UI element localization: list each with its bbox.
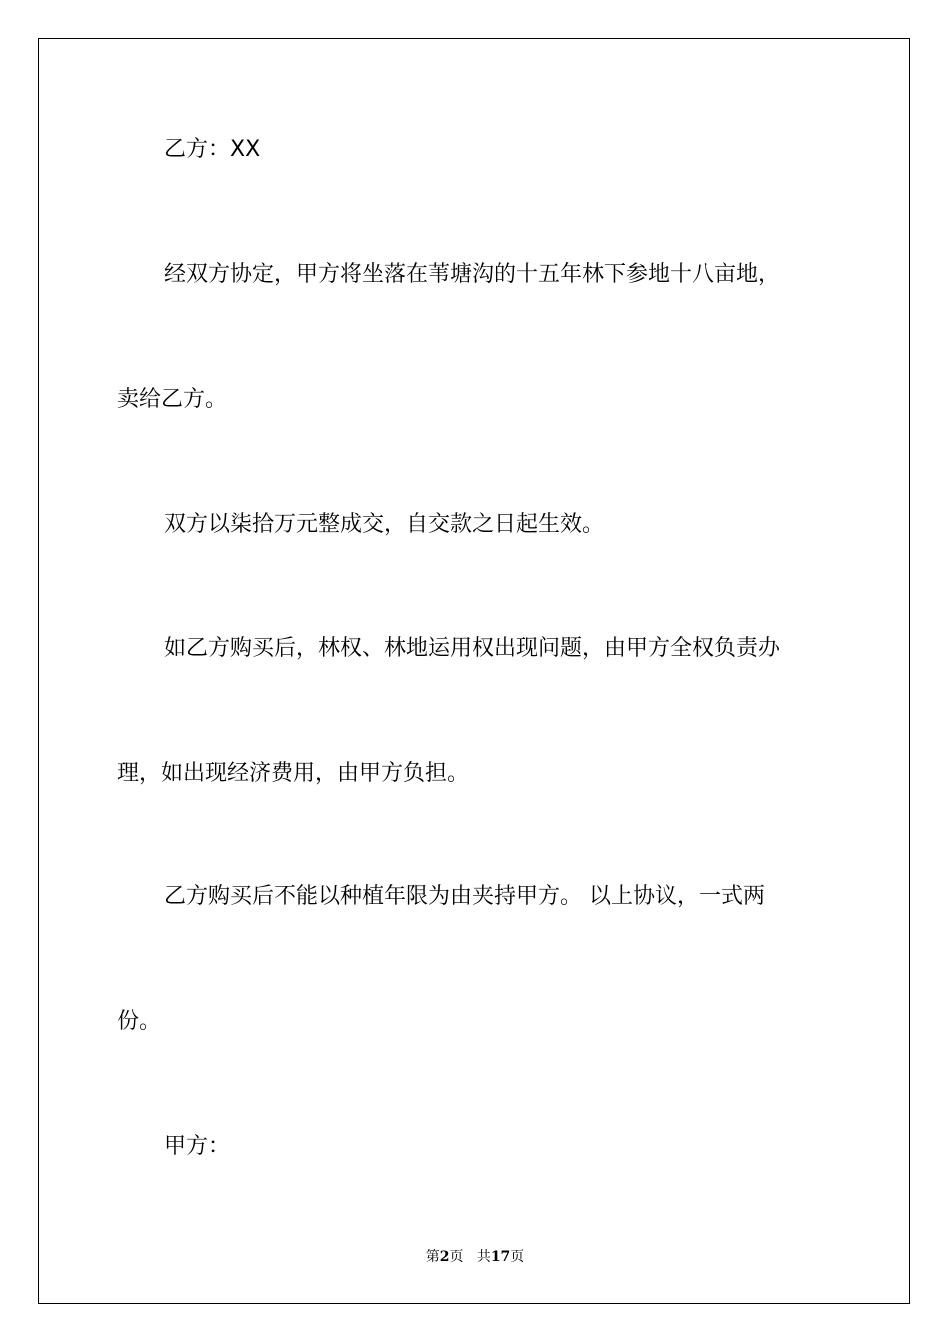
agreement-paragraph-line-1: 经双方协定，甲方将坐落在苇塘沟的十五年林下参地十八亩地， bbox=[164, 262, 781, 287]
page-footer bbox=[0, 1248, 950, 1266]
agreement-paragraph-line-2: 卖给乙方。 bbox=[117, 387, 228, 412]
page-suffix: 页 bbox=[449, 1249, 464, 1265]
liability-paragraph-line-1: 如乙方购买后，林权、林地运用权出现问题，由甲方全权负责办 bbox=[164, 636, 781, 661]
page-frame bbox=[38, 38, 910, 1304]
party-a-line: 甲方： bbox=[164, 1134, 231, 1159]
total-prefix: 共 bbox=[476, 1249, 491, 1265]
total-pages: 17 bbox=[490, 1249, 511, 1265]
total-suffix: 页 bbox=[510, 1249, 525, 1265]
page-number: 2 bbox=[439, 1249, 450, 1265]
liability-paragraph-line-2: 理，如出现经济费用，由甲方负担。 bbox=[117, 761, 470, 786]
party-b-line: 乙方：XX bbox=[164, 137, 261, 162]
terms-paragraph-line-1: 乙方购买后不能以种植年限为由夹持甲方。 以上协议，一式两 bbox=[164, 884, 765, 909]
price-paragraph: 双方以柒拾万元整成交，自交款之日起生效。 bbox=[164, 512, 605, 537]
page-prefix: 第 bbox=[425, 1249, 440, 1265]
terms-paragraph-line-2: 份。 bbox=[117, 1009, 162, 1034]
